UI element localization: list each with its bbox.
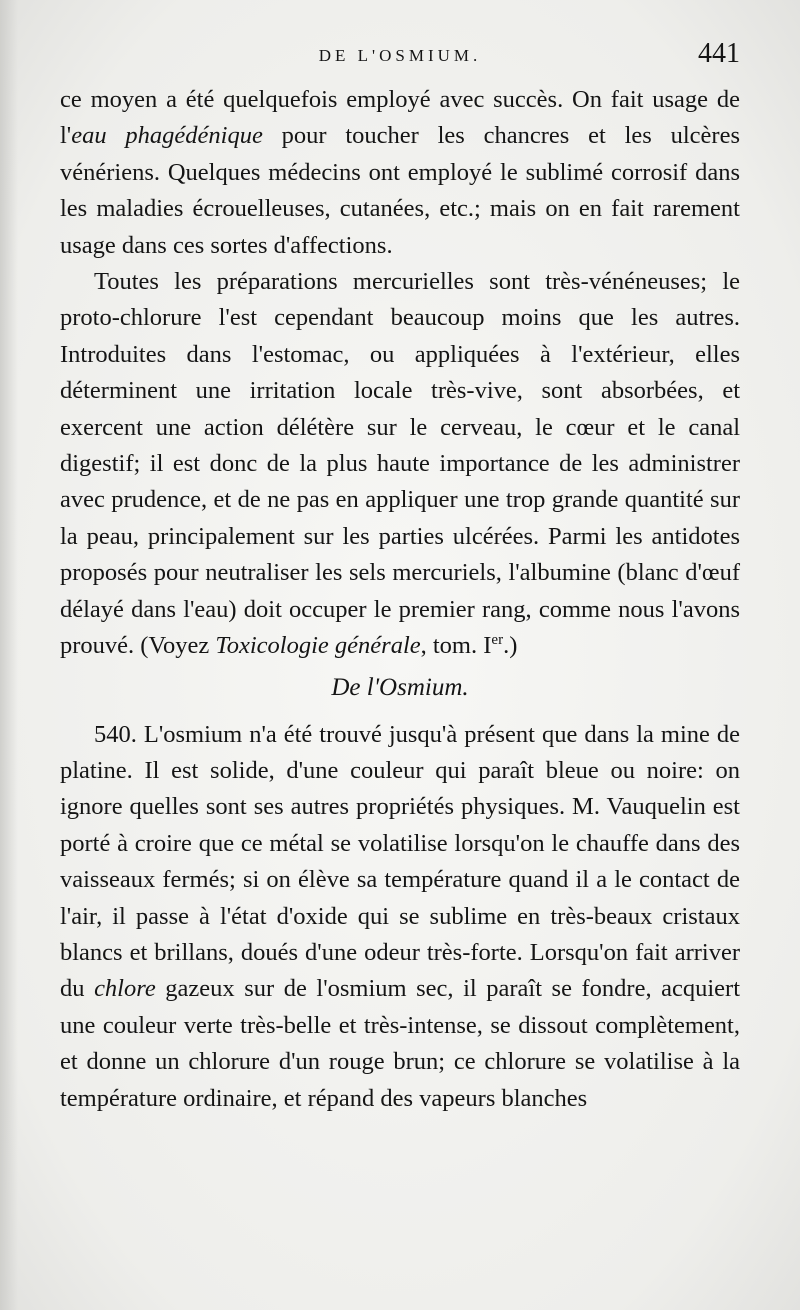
paragraph-1 [60,82,740,264]
paragraph-3 [60,717,740,1117]
paragraph-2-italic: Toxicologie générale [215,632,421,660]
paragraph-2 [60,264,740,664]
paragraph-2-text-b: , tom. I [420,632,492,660]
paragraph-1-text-a: ce moyen a été quelquefois employé avec succès. On fait usage de l' [60,86,740,150]
body-text [60,82,740,1117]
section-heading: De l'Osmium. [331,673,469,701]
paragraph-2-text-c: .) [503,632,518,660]
page-number: 441 [698,38,740,69]
paragraph-3-text-b: gazeux sur de l'osmium sec, il paraît se fondre, acquiert une couleur verte très-belle et très-intense, se dissout complètement, et donne un chlorure d'un rouge brun; ce chlorure se volatilise à la température ordinaire, et répand des vapeurs blanches [60,975,741,1112]
paragraph-3-text-a: 540. L'osmium n'a été trouvé jusqu'à présent que dans la mine de platine. Il est solide, d'une couleur qui paraît bleue ou noire: on ignore quelles sont ses autres propriétés physiques. M. Vauquelin est porté à croire que ce métal se volatilise lorsqu'on le chauffe dans des vaisseaux fermés; si on élève sa température quand il a le contact de l'air, il passe à l'état d'oxide qui se sublime en très-beaux cristaux blancs et brillans, doués d'une odeur très-forte. Lorsqu'on fait arriver du [60,720,740,1003]
page-spine-shadow [0,0,18,1310]
running-title: DE L'OSMIUM. [318,46,482,65]
paragraph-2-text-a: Toutes les préparations mercurielles sont très-vénéneuses; le proto-chlorure l'est cependant beaucoup moins que les autres. Introduites dans l'estomac, ou appliquées à l'extérieur, elles déterminent une irritation locale très-vive, sont absorbées, et exercent une action délétère sur le cerveau, le cœur et le canal digestif; il est donc de la plus haute importance de les administrer avec prudence, et de ne pas en appliquer une trop grande quantité sur la peau, principalement sur les parties ulcérées. Parmi les antidotes proposés pour neutraliser les sels mercuriels, l'albumine (blanc d'œuf délayé dans l'eau) doit occuper le premier rang, comme nous l'avons prouvé. (Voyez [60,268,740,660]
paragraph-2-superscript: er [491,631,504,648]
paragraph-3-italic: chlore [94,975,156,1003]
paragraph-1-text-b: pour toucher les chancres et les ulcères vénériens. Quelques médecins ont employé le sublimé corrosif dans les maladies écrouelleuses, cutanées, etc.; mais on en fait rarement usage dans ces sortes d'affections. [60,122,740,259]
page-header [60,38,740,78]
paragraph-1-italic: eau phagédénique [71,122,263,150]
